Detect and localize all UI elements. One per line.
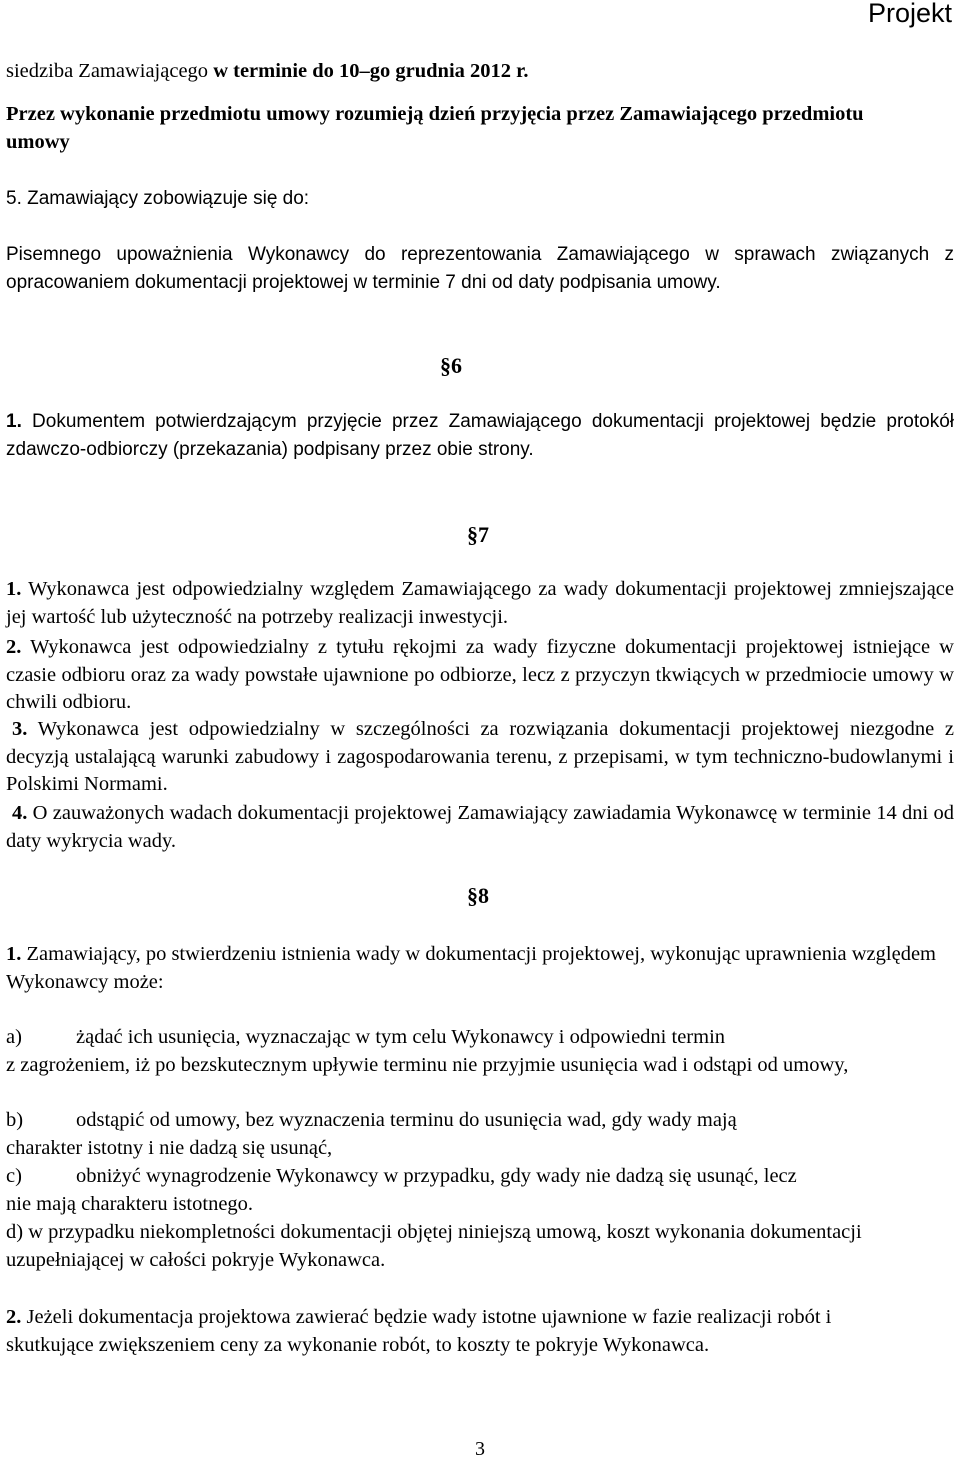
s8-p2-text: Jeżeli dokumentacja projektowa zawierać będzie wady istotne ujawnione w fazie realizacji robót i skutkujące zwiększeniem ceny za wykonanie robót, to koszty te pokryje Wykonawca. bbox=[6, 1306, 832, 1356]
section-8-title: §8 bbox=[467, 883, 489, 908]
s7-p4-text: O zauważonych wadach dokumentacji projektowej Zamawiający zawiadamia Wykonawcę w terminie 14 dni od daty wykrycia wady. bbox=[6, 802, 954, 852]
s8-paragraph-1 bbox=[6, 941, 954, 996]
item-c-first-line: obniżyć wynagrodzenie Wykonawcy w przypadku, gdy wady nie dadzą się usunąć, lecz bbox=[76, 1165, 797, 1187]
s8-item-a bbox=[6, 1024, 954, 1079]
s8-p2-number: 2. bbox=[6, 1306, 22, 1328]
p5-text: Pisemnego upoważnienia Wykonawcy do reprezentowania Zamawiającego w sprawach związanych z opracowaniem dokumentacji projektowej w terminie 7 dni od daty podpisania umowy. bbox=[6, 244, 954, 293]
intro-text: siedziba Zamawiającego bbox=[6, 60, 214, 82]
item-c-continuation: nie mają charakteru istotnego. bbox=[6, 1192, 254, 1215]
item-a-first-line: żądać ich usunięcia, wyznaczając w tym celu Wykonawcy i odpowiedni termin bbox=[76, 1026, 726, 1048]
s8-p1-number: 1. bbox=[6, 943, 22, 965]
s8-item-c bbox=[6, 1163, 954, 1218]
item-c-label: c) bbox=[6, 1165, 22, 1187]
s6-paragraph-1 bbox=[6, 408, 954, 463]
s8-p1-text: Zamawiający, po stwierdzeniu istnienia wady w dokumentacji projektowej, wykonując uprawnienia względem Wykonawcy może: bbox=[6, 943, 936, 993]
s7-paragraph-3 bbox=[6, 716, 954, 799]
intro-line-1 bbox=[6, 58, 954, 86]
intro-line-2: Przez wykonanie przedmiotu umowy rozumieją dzień przyjęcia przez Zamawiającego przedmiotu umowy bbox=[6, 103, 864, 153]
s7-paragraph-2 bbox=[6, 634, 954, 717]
s7-p4-number: 4. bbox=[12, 802, 28, 824]
item-a-label: a) bbox=[6, 1026, 22, 1048]
intro-deadline: w terminie do 10–go grudnia 2012 r. bbox=[213, 60, 529, 82]
section-6-title: §6 bbox=[440, 353, 462, 378]
s8-paragraph-2 bbox=[6, 1304, 906, 1359]
s7-p1-text: Wykonawca jest odpowiedzialny względem Zamawiającego za wady dokumentacji projektowej zmniejszające jej wartość lub użyteczność na potrzeby realizacji inwestycji. bbox=[6, 578, 954, 628]
s8-item-b bbox=[6, 1107, 954, 1162]
section-7-title: §7 bbox=[467, 522, 489, 547]
s7-paragraph-4 bbox=[6, 800, 954, 855]
s7-p1-number: 1. bbox=[6, 578, 22, 600]
header-label: Projekt bbox=[867, 0, 952, 28]
p5-heading: 5. Zamawiający zobowiązuje się do: bbox=[6, 188, 310, 209]
s7-p2-text: Wykonawca jest odpowiedzialny z tytułu rękojmi za wady fizyczne dokumentacji projektowej istniejące w czasie odbioru oraz za wady powstałe ujawnione po odbiorze, lecz z przyczyn tkwiących w przedmiocie umowy w chwili odbioru. bbox=[6, 636, 954, 713]
s7-p3-text: Wykonawca jest odpowiedzialny w szczególności za rozwiązania dokumentacji projektowej niezgodne z decyzją ustalającą warunki zabudowy i zagospodarowania terenu, z przepisami, w tym techniczno-budowlanymi i Polskimi Normami. bbox=[6, 718, 954, 795]
item-b-first-line: odstąpić od umowy, bez wyznaczenia terminu do usunięcia wad, gdy wady mają bbox=[76, 1109, 737, 1131]
s8-item-d: d) w przypadku niekompletności dokumentacji objętej niniejszą umową, koszt wykonania dokumentacji uzupełniającej w całości pokryje Wykonawca. bbox=[6, 1221, 862, 1271]
item-a-continuation: z zagrożeniem, iż po bezskutecznym upływie terminu nie przyjmie usunięcia wad i odstąpi od umowy, bbox=[6, 1053, 849, 1076]
s6-p1-text: Dokumentem potwierdzającym przyjęcie przez Zamawiającego dokumentacji projektowej będzie protokół zdawczo-odbiorczy (przekazania) podpisany przez obie strony. bbox=[6, 411, 954, 460]
s7-p2-number: 2. bbox=[6, 636, 22, 658]
s7-paragraph-1 bbox=[6, 576, 954, 631]
s7-p3-number: 3. bbox=[12, 718, 28, 740]
s6-p1-number: 1. bbox=[6, 411, 22, 432]
item-b-label: b) bbox=[6, 1109, 24, 1131]
page-number: 3 bbox=[475, 1438, 485, 1460]
item-b-continuation: charakter istotny i nie dadzą się usunąć, bbox=[6, 1136, 333, 1159]
